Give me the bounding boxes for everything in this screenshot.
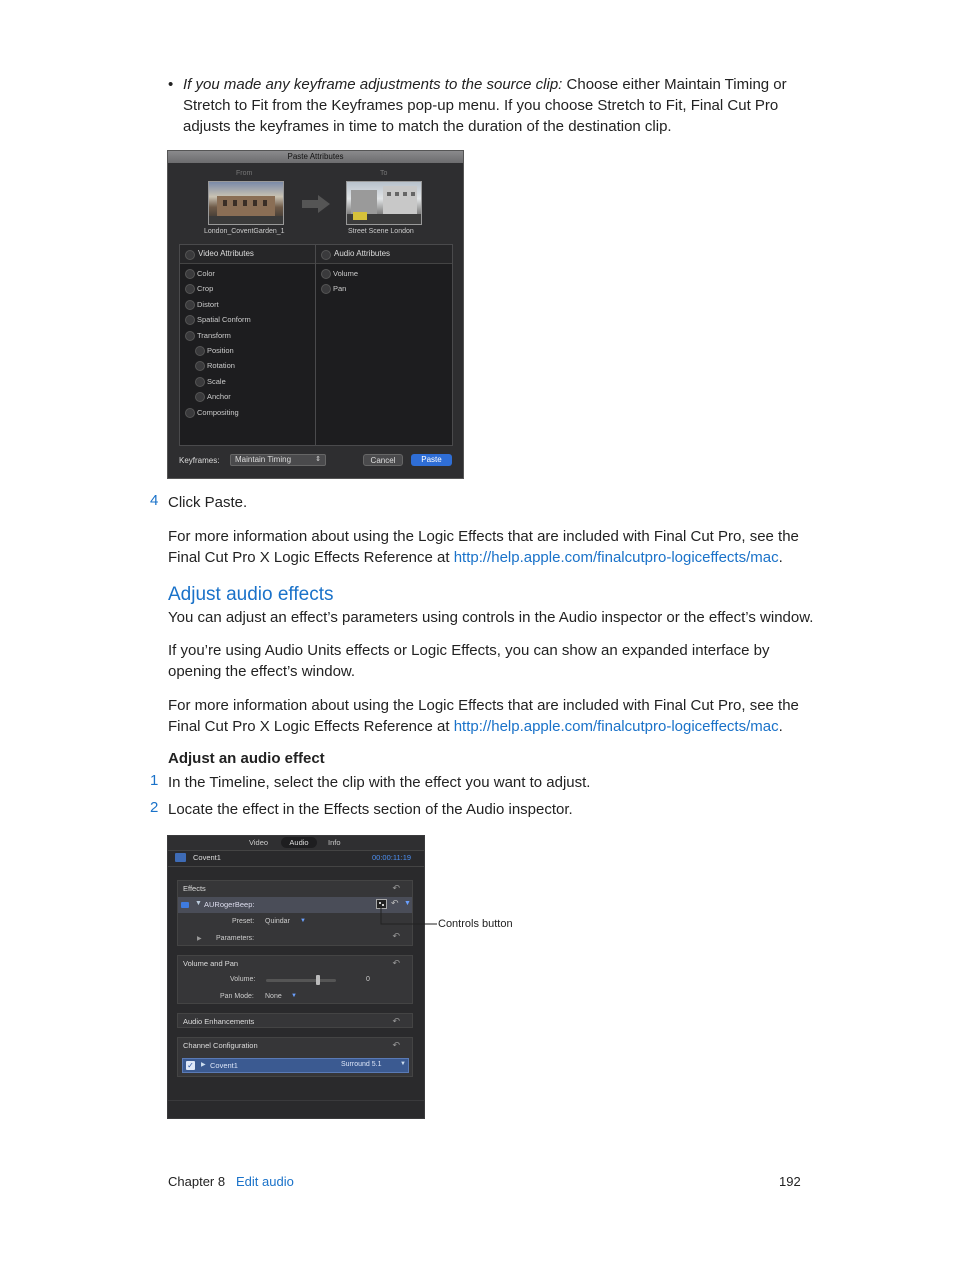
- video-attributes-checkbox[interactable]: [185, 250, 195, 260]
- audio-attributes-header[interactable]: [316, 245, 452, 264]
- page-number: 192: [779, 1174, 801, 1189]
- parameters-label: Parameters:: [216, 935, 255, 942]
- bullet-line-2: Stretch to Fit from the Keyframes pop-up menu. If you choose Stretch to Fit, Final Cut Pro: [183, 97, 779, 114]
- paste-button[interactable]: Paste: [411, 454, 452, 466]
- info-paragraph-2: [168, 695, 818, 737]
- cancel-button[interactable]: Cancel: [363, 454, 403, 466]
- paragraph-1: You can adjust an effect’s parameters using controls in the Audio inspector or the effect’s window.: [168, 609, 814, 626]
- subheading: Adjust an audio effect: [168, 750, 325, 767]
- reset-icon[interactable]: ↶: [392, 883, 400, 893]
- attr-spatial-conform[interactable]: Spatial Conform: [185, 315, 251, 324]
- step-1-text: In the Timeline, select the clip with the effect you want to adjust.: [168, 774, 591, 791]
- clip-timecode: 00:00:11:19: [372, 853, 412, 862]
- attr-color[interactable]: Color: [185, 269, 215, 278]
- parameters-reset-icon[interactable]: ↶: [392, 931, 400, 941]
- dialog-title: Paste Attributes: [168, 151, 463, 163]
- pan-mode-label: Pan Mode:: [220, 993, 254, 1000]
- paste-attributes-dialog: [167, 150, 464, 479]
- attr-position[interactable]: Position: [195, 346, 234, 355]
- tab-info[interactable]: Info: [328, 838, 341, 847]
- info-2-line-1: For more information about using the Logic Effects that are included with Final Cut Pro, see the: [168, 697, 799, 714]
- from-thumbnail: [208, 181, 284, 225]
- volume-label: Volume:: [230, 976, 256, 983]
- bullet-line-1-rest: Choose either Maintain Timing or: [562, 76, 787, 93]
- bullet-line-1: [183, 74, 823, 95]
- channel-checkbox[interactable]: ✓: [187, 1061, 194, 1070]
- volume-slider-handle[interactable]: [316, 975, 320, 985]
- audio-attributes-checkbox[interactable]: [321, 250, 331, 260]
- tab-video[interactable]: Video: [249, 838, 269, 847]
- paragraph-2-line-2: opening the effect’s window.: [168, 663, 356, 680]
- attr-volume[interactable]: Volume: [321, 269, 358, 278]
- popup-arrows-icon: ⇕: [315, 456, 321, 463]
- attr-transform[interactable]: Transform: [185, 331, 231, 340]
- audio-enhancements-section[interactable]: [177, 1013, 413, 1028]
- bullet-line-3: adjusts the keyframes in time to match the duration of the destination clip.: [183, 118, 672, 135]
- channel-value[interactable]: Surround 5.1: [341, 1061, 382, 1068]
- to-thumbnail: [346, 181, 422, 225]
- keyframes-popup[interactable]: [230, 454, 326, 466]
- disclosure-triangle-icon[interactable]: ▼: [195, 900, 202, 907]
- tab-audio[interactable]: Audio: [281, 837, 317, 848]
- paragraph-2-line-1: If you’re using Audio Units effects or Logic Effects, you can show an expanded interface by: [168, 642, 770, 659]
- crop-checkbox[interactable]: [185, 284, 195, 294]
- info-1-line-1: For more information about using the Logic Effects that are included with Final Cut Pro, see the: [168, 528, 799, 545]
- channel-clip-name: Covent1: [210, 1061, 238, 1070]
- parameters-disclosure-icon[interactable]: ▶: [197, 936, 202, 942]
- distort-checkbox[interactable]: [185, 300, 195, 310]
- attr-pan[interactable]: Pan: [321, 284, 346, 293]
- volume-reset-icon[interactable]: ↶: [392, 958, 400, 968]
- attr-distort[interactable]: Distort: [185, 300, 219, 309]
- position-checkbox[interactable]: [195, 346, 205, 356]
- from-label: From: [236, 170, 253, 177]
- audio-attributes-label: Audio Attributes: [334, 249, 391, 258]
- keyframes-label: Keyframes:: [179, 456, 220, 465]
- audio-enhancements-header: Audio Enhancements ↶: [178, 1014, 412, 1029]
- inspector-bottom-divider: [168, 1100, 424, 1101]
- bullet-italic: If you made any keyframe adjustments to the source clip:: [183, 76, 563, 93]
- from-clip-name: London_CoventGarden_1: [204, 228, 285, 235]
- effect-row[interactable]: [178, 897, 412, 913]
- preset-chevron-icon[interactable]: ▼: [300, 918, 306, 924]
- channel-disclosure-icon[interactable]: ▶: [201, 1062, 206, 1068]
- divider: [168, 866, 424, 867]
- step-2-number: 2: [150, 799, 159, 816]
- to-label: To: [380, 170, 388, 177]
- attr-anchor[interactable]: Anchor: [195, 392, 231, 401]
- video-attributes-panel: [179, 244, 316, 446]
- info-2-line-2: Final Cut Pro X Logic Effects Reference at http://help.apple.com/finalcutpro-logiceffects/mac.: [168, 718, 783, 735]
- effect-reset-icon[interactable]: ↶: [391, 898, 399, 908]
- attr-compositing[interactable]: Compositing: [185, 408, 239, 417]
- step-4-text: Click Paste.: [168, 494, 248, 511]
- attr-crop[interactable]: Crop: [185, 284, 213, 293]
- video-attributes-header[interactable]: [180, 245, 315, 264]
- enhancements-reset-icon[interactable]: ↶: [392, 1016, 400, 1026]
- bullet-paragraph: [183, 74, 823, 137]
- pan-checkbox[interactable]: [321, 284, 331, 294]
- volume-slider[interactable]: [266, 979, 336, 982]
- anchor-checkbox[interactable]: [195, 392, 205, 402]
- compositing-checkbox[interactable]: [185, 408, 195, 418]
- effect-name: AURogerBeep:: [204, 900, 255, 909]
- controls-button-callout: Controls button: [438, 918, 513, 930]
- callout-line: [380, 905, 440, 927]
- footer-chapter-title[interactable]: Edit audio: [236, 1174, 294, 1189]
- info-paragraph-1: [168, 526, 818, 568]
- rotation-checkbox[interactable]: [195, 361, 205, 371]
- effect-enable-checkbox[interactable]: [181, 902, 189, 908]
- volume-checkbox[interactable]: [321, 269, 331, 279]
- volume-pan-header: Volume and Pan ↶: [178, 956, 412, 971]
- logic-effects-link-2[interactable]: http://help.apple.com/finalcutpro-logiceffects/mac: [453, 718, 779, 735]
- preset-value[interactable]: Quindar: [265, 918, 290, 925]
- keyframes-value: Maintain Timing: [235, 455, 292, 464]
- volume-value[interactable]: 0: [366, 976, 370, 983]
- paragraph-2: [168, 640, 818, 682]
- audio-inspector: [167, 835, 425, 1119]
- logic-effects-link-1[interactable]: http://help.apple.com/finalcutpro-logiceffects/mac: [453, 549, 779, 566]
- effect-menu-chevron-icon[interactable]: ▼: [404, 900, 411, 907]
- inspector-tab-bar: [168, 836, 424, 851]
- section-heading: Adjust audio effects: [168, 584, 334, 605]
- step-4-number: 4: [150, 492, 159, 509]
- effects-section: [177, 880, 413, 946]
- channel-configuration-header: Channel Configuration ↶: [178, 1038, 412, 1053]
- to-clip-name: Street Scene London: [348, 228, 414, 235]
- video-attributes-label: Video Attributes: [198, 249, 254, 258]
- scale-checkbox[interactable]: [195, 377, 205, 387]
- preset-label: Preset:: [232, 918, 255, 925]
- volume-pan-section: [177, 955, 413, 1004]
- bullet-marker: •: [168, 76, 174, 93]
- arrow-icon: [302, 195, 330, 218]
- attr-scale[interactable]: Scale: [195, 377, 226, 386]
- color-checkbox[interactable]: [185, 269, 195, 279]
- clip-name: Covent1: [193, 853, 221, 862]
- audio-clip-icon: [175, 853, 186, 862]
- pan-mode-value[interactable]: None: [265, 993, 282, 1000]
- transform-checkbox[interactable]: [185, 331, 195, 341]
- effects-header: Effects ↶: [178, 881, 412, 896]
- footer-chapter: Chapter 8: [168, 1174, 226, 1189]
- channel-row[interactable]: [182, 1058, 409, 1073]
- attr-rotation[interactable]: Rotation: [195, 361, 235, 370]
- channel-reset-icon[interactable]: ↶: [392, 1040, 400, 1050]
- channel-chevron-icon[interactable]: ▼: [400, 1061, 406, 1067]
- step-1-number: 1: [150, 772, 159, 789]
- channel-configuration-section: [177, 1037, 413, 1077]
- spatial-conform-checkbox[interactable]: [185, 315, 195, 325]
- audio-attributes-panel: [315, 244, 453, 446]
- pan-mode-chevron-icon[interactable]: ▼: [291, 993, 297, 999]
- step-2-text: Locate the effect in the Effects section of the Audio inspector.: [168, 801, 573, 818]
- info-1-line-2: Final Cut Pro X Logic Effects Reference at http://help.apple.com/finalcutpro-logiceffects/mac.: [168, 549, 783, 566]
